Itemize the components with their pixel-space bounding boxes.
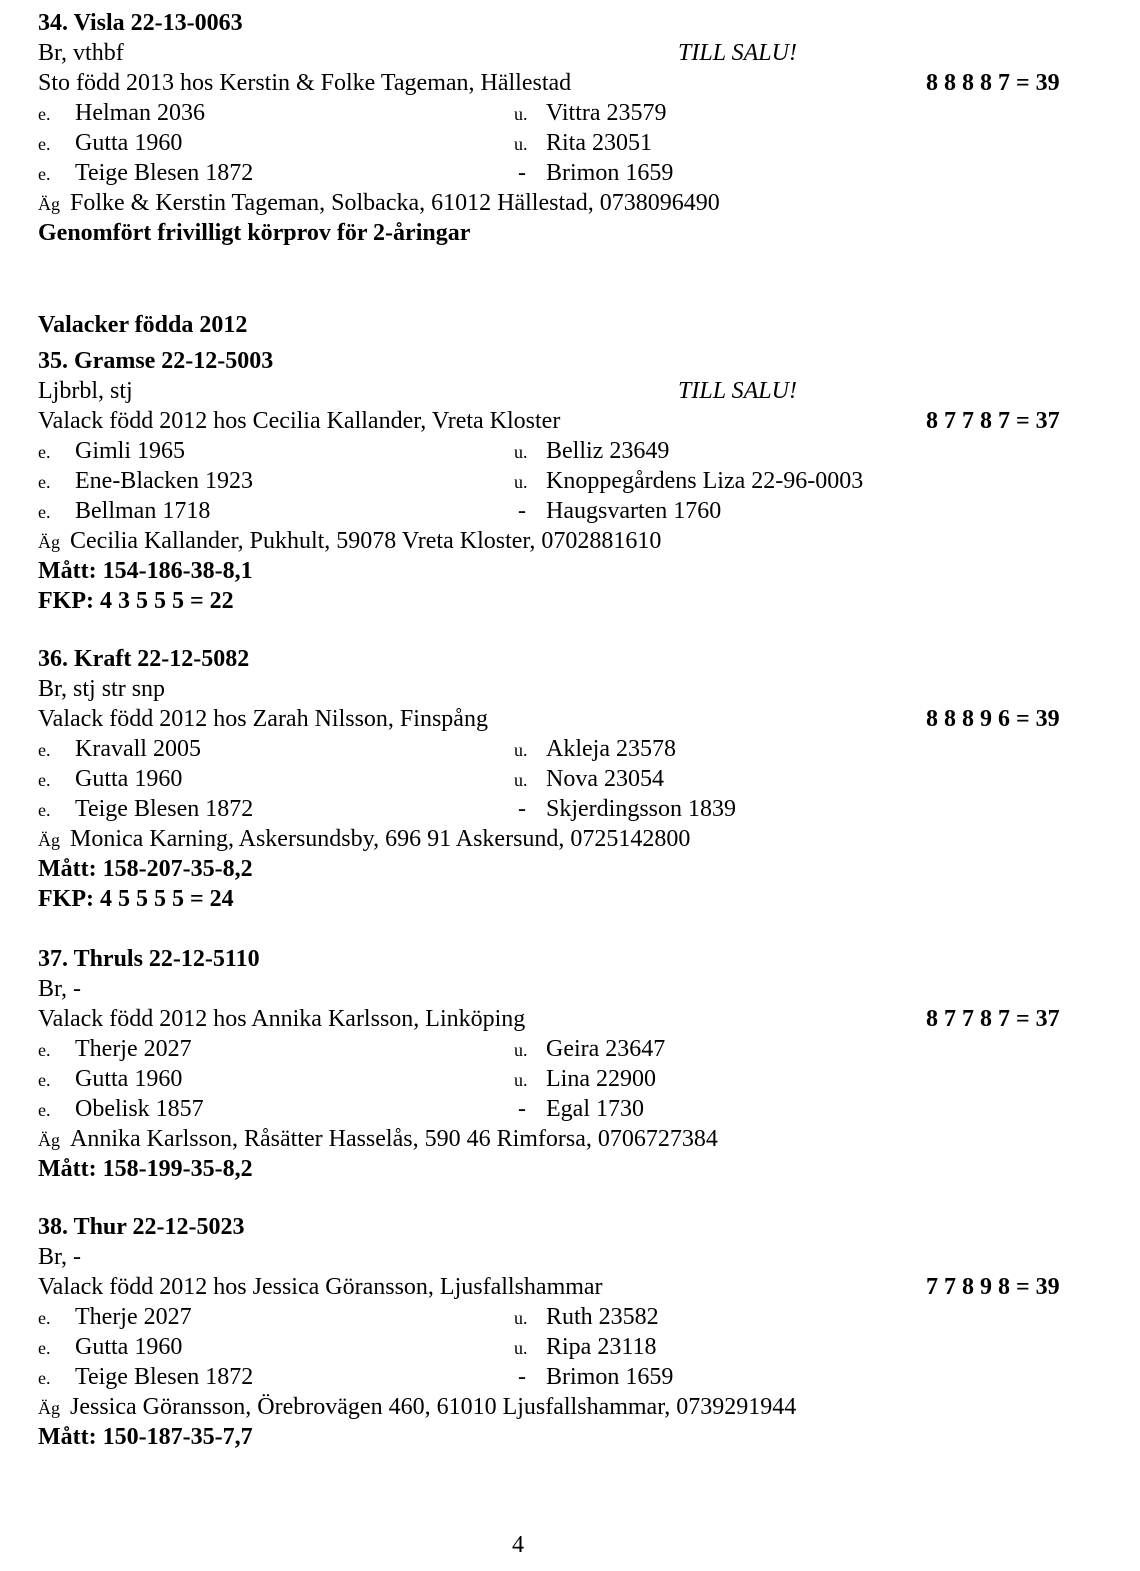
- sire-label: e.: [38, 1308, 51, 1328]
- entry-title: 35. Gramse 22-12-5003: [38, 348, 274, 374]
- great-grandsire: Teige Blesen 1872: [75, 1364, 254, 1390]
- dam-label: u.: [514, 1070, 528, 1090]
- sire: Helman 2036: [75, 100, 205, 126]
- color-marking: Ljbrbl, stj: [38, 378, 133, 404]
- great-grandsire: Teige Blesen 1872: [75, 160, 254, 186]
- great-grandsire: Teige Blesen 1872: [75, 796, 254, 822]
- granddam: Nova 23054: [546, 766, 664, 792]
- grandsire: Ene-Blacken 1923: [75, 468, 253, 494]
- dam-label: u.: [514, 1040, 528, 1060]
- horse-entry-38: [38, 1212, 1098, 1452]
- measurements: Mått: 158-207-35-8,2: [38, 856, 253, 882]
- grandsire: Gutta 1960: [75, 1066, 183, 1092]
- color-marking: Br, -: [38, 1244, 82, 1270]
- birth-info: Sto född 2013 hos Kerstin & Folke Tageman, Hällestad: [38, 70, 572, 96]
- sire-label: e.: [38, 472, 51, 492]
- fkp-score: FKP: 4 5 5 5 5 = 24: [38, 886, 234, 912]
- great-grandsire: Bellman 1718: [75, 498, 211, 524]
- owner: Jessica Göransson, Örebrovägen 460, 61010 Ljusfallshammar, 0739291944: [70, 1394, 797, 1420]
- sire-label: e.: [38, 1338, 51, 1358]
- extra-note: Genomfört frivilligt körprov för 2-åringar: [38, 220, 471, 246]
- dam: Akleja 23578: [546, 736, 676, 762]
- dam-label: u.: [514, 472, 528, 492]
- birth-info: Valack född 2012 hos Annika Karlsson, Linköping: [38, 1006, 526, 1032]
- sire: Therje 2027: [75, 1304, 192, 1330]
- color-marking: Br, -: [38, 976, 82, 1002]
- color-marking: Br, vthbf: [38, 40, 124, 66]
- score: 8 7 7 8 7 = 37: [926, 1006, 1060, 1032]
- score: 8 8 8 9 6 = 39: [926, 706, 1060, 732]
- owner: Folke & Kerstin Tageman, Solbacka, 61012 Hällestad, 0738096490: [70, 190, 720, 216]
- fkp-score: FKP: 4 3 5 5 5 = 22: [38, 588, 234, 614]
- dam: Geira 23647: [546, 1036, 666, 1062]
- dam-sire: Haugsvarten 1760: [546, 498, 722, 524]
- measurements: Mått: 158-199-35-8,2: [38, 1156, 253, 1182]
- horse-entry-34: [38, 8, 1098, 248]
- dash: -: [518, 1096, 526, 1122]
- entry-title: 37. Thruls 22-12-5110: [38, 946, 260, 972]
- dam-sire: Egal 1730: [546, 1096, 644, 1122]
- grandsire: Gutta 1960: [75, 130, 183, 156]
- sire-label: e.: [38, 800, 51, 820]
- owner-label: Äg: [38, 1398, 60, 1418]
- entry-title: 38. Thur 22-12-5023: [38, 1214, 245, 1240]
- dam-label: u.: [514, 740, 528, 760]
- dam-label: u.: [514, 770, 528, 790]
- granddam: Lina 22900: [546, 1066, 656, 1092]
- dam: Vittra 23579: [546, 100, 667, 126]
- sire-label: e.: [38, 442, 51, 462]
- entry-title: 36. Kraft 22-12-5082: [38, 646, 250, 672]
- dam: Belliz 23649: [546, 438, 670, 464]
- sire-label: e.: [38, 740, 51, 760]
- dam-sire: Brimon 1659: [546, 1364, 674, 1390]
- sire-label: e.: [38, 134, 51, 154]
- entry-title: 34. Visla 22-13-0063: [38, 10, 243, 36]
- page-number: 4: [512, 1532, 524, 1558]
- color-marking: Br, stj str snp: [38, 676, 166, 702]
- dam: Ruth 23582: [546, 1304, 659, 1330]
- owner: Monica Karning, Askersundsby, 696 91 Askersund, 0725142800: [70, 826, 691, 852]
- dash: -: [518, 796, 526, 822]
- horse-entry-37: [38, 944, 1098, 1184]
- score: 7 7 8 9 8 = 39: [926, 1274, 1060, 1300]
- birth-info: Valack född 2012 hos Cecilia Kallander, Vreta Kloster: [38, 408, 561, 434]
- sire-label: e.: [38, 164, 51, 184]
- for-sale-label: TILL SALU!: [678, 40, 797, 66]
- sire: Kravall 2005: [75, 736, 201, 762]
- sire-label: e.: [38, 1368, 51, 1388]
- dam-label: u.: [514, 442, 528, 462]
- dash: -: [518, 1364, 526, 1390]
- dam-label: u.: [514, 1308, 528, 1328]
- sire-label: e.: [38, 1100, 51, 1120]
- sire-label: e.: [38, 1040, 51, 1060]
- dam-sire: Skjerdingsson 1839: [546, 796, 737, 822]
- owner-label: Äg: [38, 1130, 60, 1150]
- owner-label: Äg: [38, 532, 60, 552]
- sire-label: e.: [38, 770, 51, 790]
- sire-label: e.: [38, 502, 51, 522]
- sire: Therje 2027: [75, 1036, 192, 1062]
- grandsire: Gutta 1960: [75, 766, 183, 792]
- score: 8 7 7 8 7 = 37: [926, 408, 1060, 434]
- dash: -: [518, 160, 526, 186]
- owner: Annika Karlsson, Råsätter Hasselås, 590 46 Rimforsa, 0706727384: [70, 1126, 718, 1152]
- owner-label: Äg: [38, 830, 60, 850]
- score: 8 8 8 8 7 = 39: [926, 70, 1060, 96]
- dam-sire: Brimon 1659: [546, 160, 674, 186]
- dam-label: u.: [514, 104, 528, 124]
- grandsire: Gutta 1960: [75, 1334, 183, 1360]
- for-sale-label: TILL SALU!: [678, 378, 797, 404]
- birth-info: Valack född 2012 hos Zarah Nilsson, Finspång: [38, 706, 488, 732]
- granddam: Rita 23051: [546, 130, 652, 156]
- dam-label: u.: [514, 134, 528, 154]
- granddam: Knoppegårdens Liza 22-96-0003: [546, 468, 864, 494]
- measurements: Mått: 154-186-38-8,1: [38, 558, 253, 584]
- sire-label: e.: [38, 104, 51, 124]
- dam-label: u.: [514, 1338, 528, 1358]
- horse-entry-35: [38, 346, 1098, 616]
- great-grandsire: Obelisk 1857: [75, 1096, 204, 1122]
- measurements: Mått: 150-187-35-7,7: [38, 1424, 253, 1450]
- sire: Gimli 1965: [75, 438, 186, 464]
- owner-label: Äg: [38, 194, 60, 214]
- horse-entry-36: [38, 644, 1098, 914]
- dash: -: [518, 498, 526, 524]
- birth-info: Valack född 2012 hos Jessica Göransson, Ljusfallshammar: [38, 1274, 603, 1300]
- owner: Cecilia Kallander, Pukhult, 59078 Vreta Kloster, 0702881610: [70, 528, 662, 554]
- granddam: Ripa 23118: [546, 1334, 657, 1360]
- section-heading: Valacker födda 2012: [38, 312, 248, 338]
- sire-label: e.: [38, 1070, 51, 1090]
